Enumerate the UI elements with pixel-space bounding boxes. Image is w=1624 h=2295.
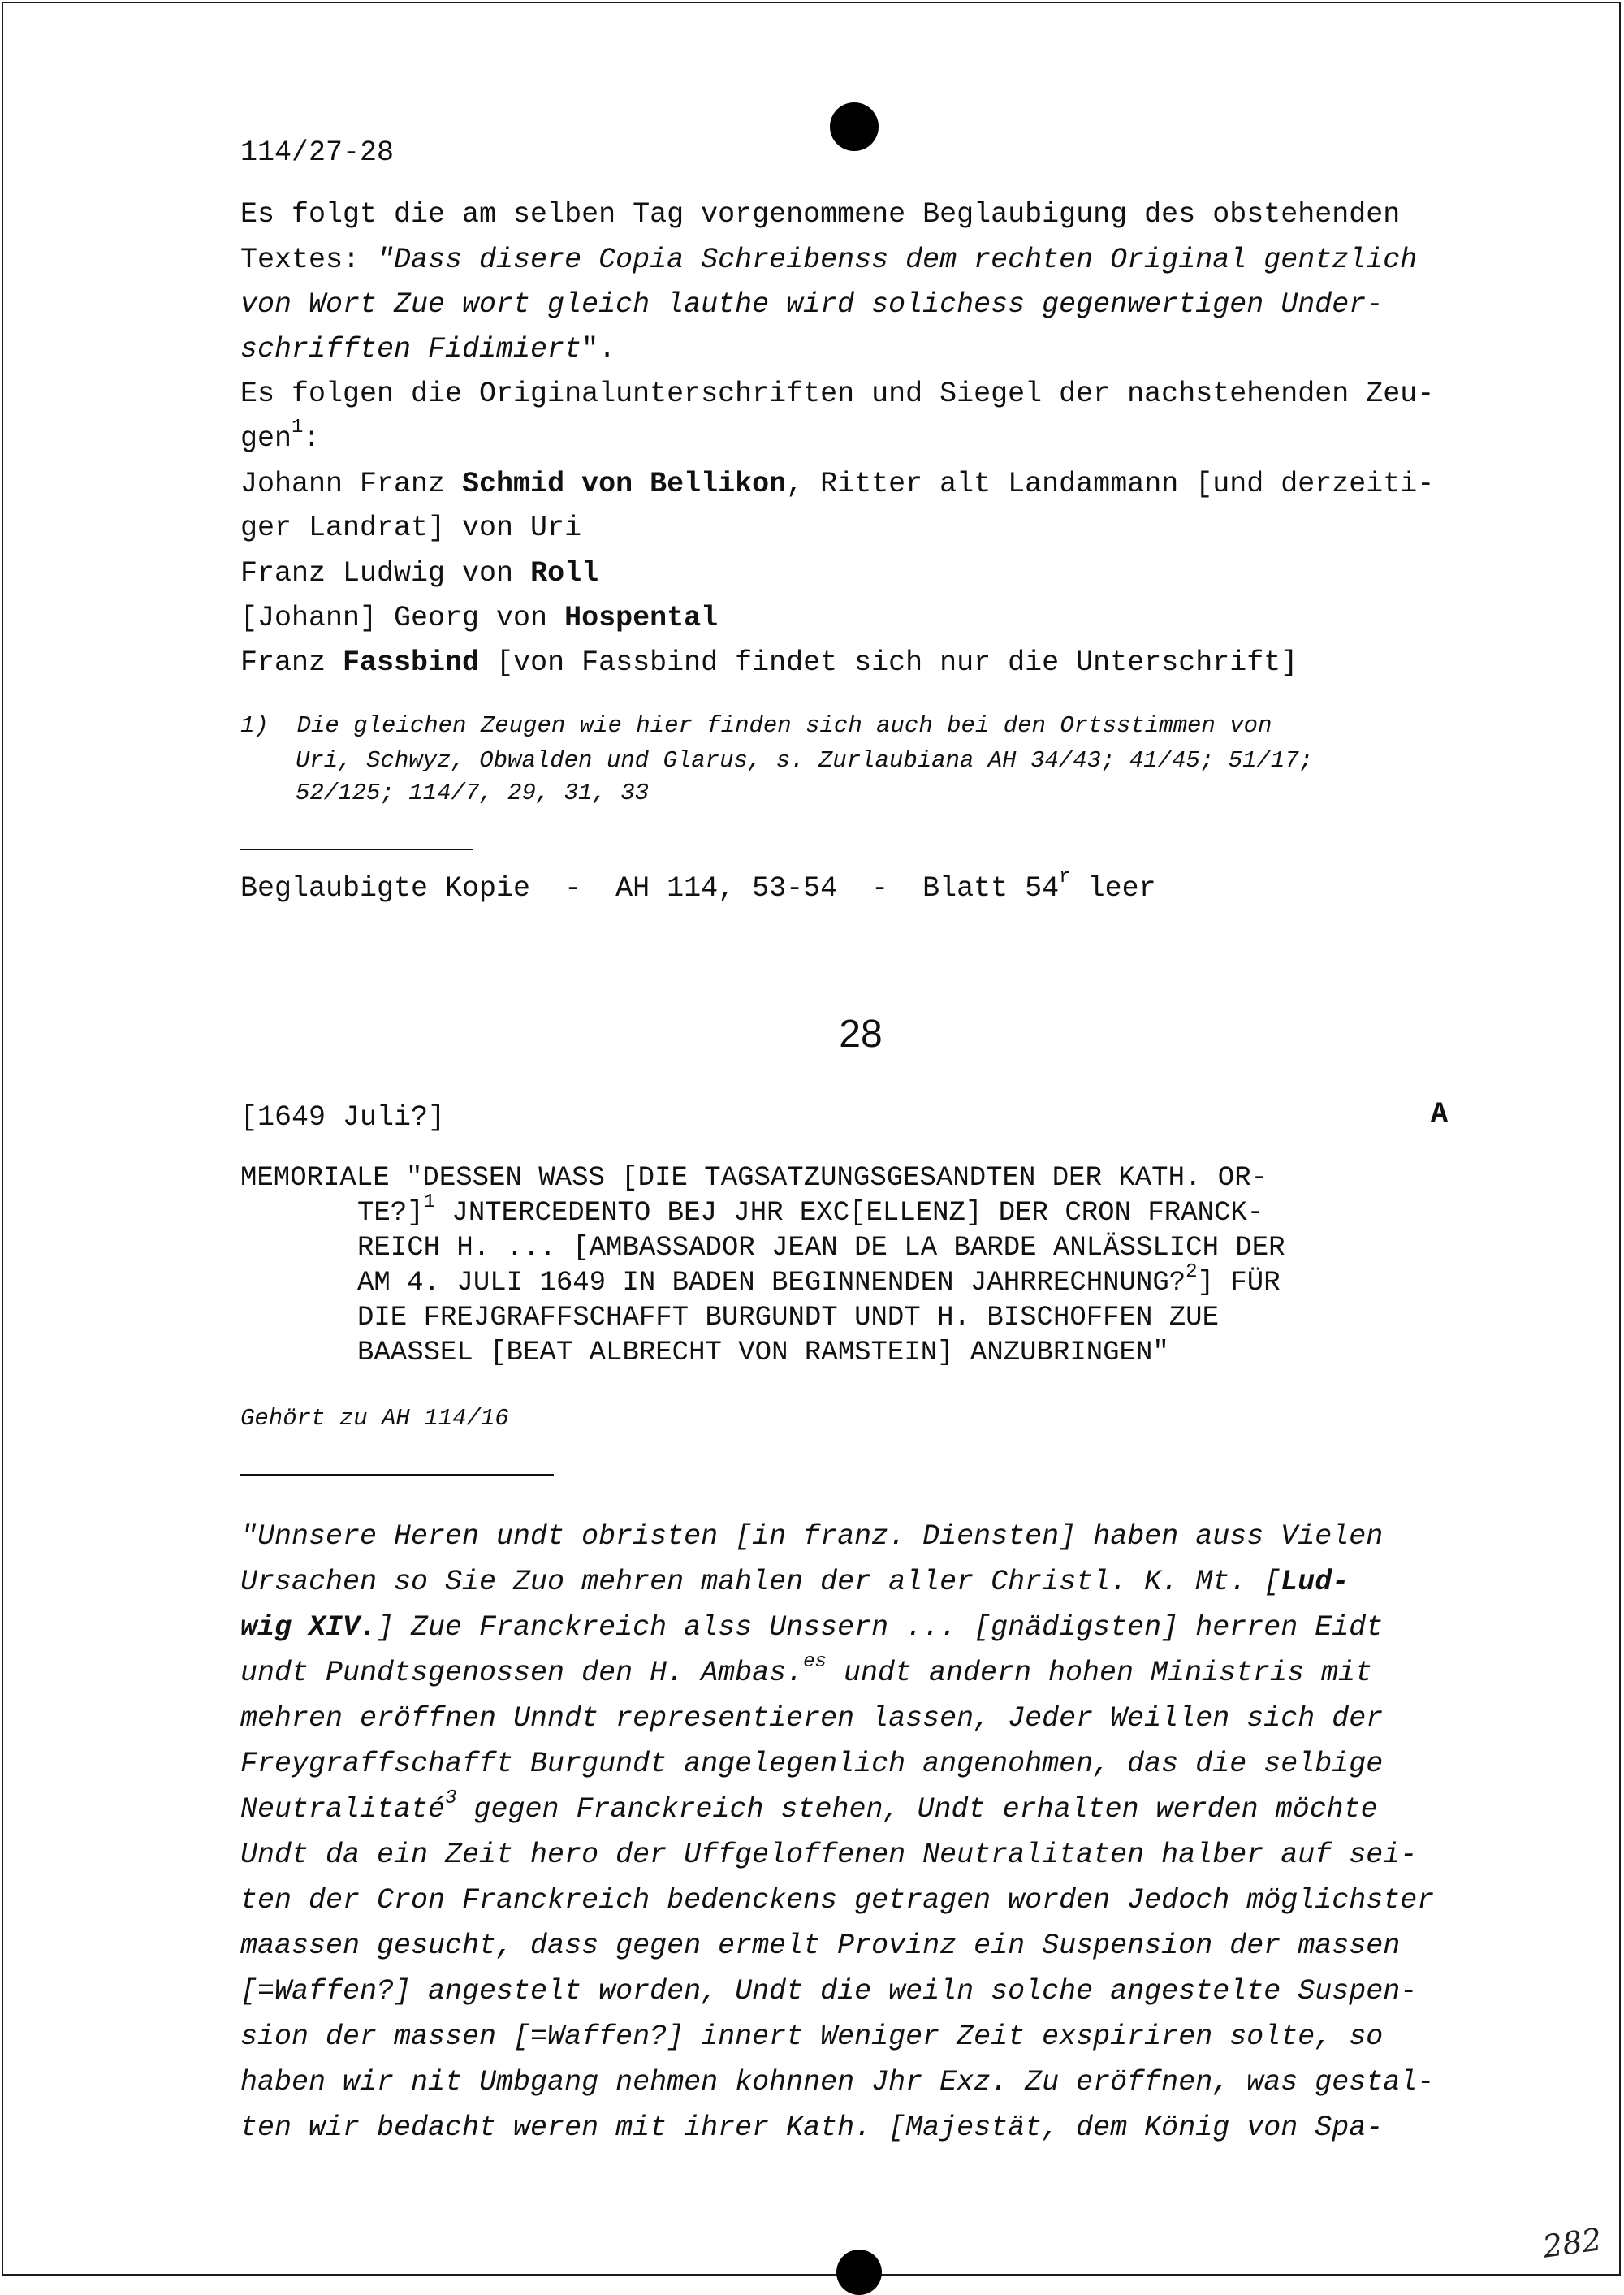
title-line: REICH H. ... [AMBASSADOR JEAN DE LA BARDE ANLÄSSLICH DER [357,1233,1285,1264]
body-line: ten wir bedacht weren mit ihrer Kath. [Majestät, dem König von Spa- [240,2111,1384,2144]
belongs-to-note: Gehört zu AH 114/16 [240,1405,509,1432]
body-line: Ursachen so Sie Zuo mehren mahlen der aller Christl. K. Mt. [Lud- [240,1566,1350,1598]
punch-hole-bottom [836,2250,882,2295]
punch-hole-top [830,102,879,151]
title-line: TE?]$^1$ JNTERCEDENTO BEJ JHR EXC[ELLENZ] DER CRON FRANCK- [357,1191,1264,1229]
text-line: schrifften Fidimiert". [240,333,616,365]
title-line: DIE FREJGRAFFSCHAFFT BURGUNDT UNDT H. BISCHOFFEN ZUE [357,1303,1219,1333]
body-line: mehren eröffnen Unndt representieren lassen, Jeder Weillen sich der [240,1702,1384,1735]
body-line: Undt da ein Zeit hero der Uffgeloffenen Neutralitaten halber auf sei- [240,1839,1418,1871]
document-date: [1649 Juli?] [240,1101,446,1134]
text-line: von Wort Zue wort gleich lauthe wird solichess gegenwertigen Under- [240,288,1384,321]
source-line: Beglaubigte Kopie - AH 114, 53-54 - Blatt 54$^r$ leer [240,867,1156,905]
body-line: wig XIV.] Zue Franckreich alss Unssern ... [gnädigsten] herren Eidt [240,1611,1384,1644]
body-line: Neutralitaté$^3$ gegen Franckreich stehen, Undt erhalten werden möchte [240,1787,1378,1826]
body-line: haben wir nit Umbgang nehmen kohnnen Jhr Exz. Zu eröffnen, was gestal- [240,2066,1435,2098]
witness-line: [Johann] Georg von Hospental [240,602,719,634]
footnote-line: 1) Die gleichen Zeugen wie hier finden sich auch bei den Ortsstimmen von [240,712,1272,739]
witness-line: Franz Ludwig von Roll [240,557,599,590]
document-tag: A [1431,1098,1449,1130]
body-line: "Unnsere Heren undt obristen [in franz. Diensten] haben auss Vielen [240,1520,1384,1553]
separator-rule [240,849,473,850]
body-line: ten der Cron Franckreich bedenckens getragen worden Jedoch möglichster [240,1884,1435,1917]
footnote-line: 52/125; 114/7, 29, 31, 33 [296,780,650,806]
witness-line: ger Landrat] von Uri [240,512,582,544]
separator-rule [240,1474,554,1476]
text-line: Es folgen die Originalunterschriften und Siegel der nachstehenden Zeu- [240,378,1435,410]
title-line: AM 4. JULI 1649 IN BADEN BEGINNENDEN JAHRRECHNUNG?$^2$] FÜR [357,1260,1281,1299]
body-line: maassen gesucht, dass gegen ermelt Provinz ein Suspension der massen [240,1930,1401,1962]
handwritten-page-number: 282 [1540,2221,1605,2265]
body-line: undt Pundtsgenossen den H. Ambas.$^{es}$ undt andern hohen Ministris mit [240,1651,1373,1689]
text-line: Es folgt die am selben Tag vorgenommene Beglaubigung des obstehenden [240,198,1401,231]
document-reference: 114/27-28 [240,136,395,169]
witness-line: Franz Fassbind [von Fassbind findet sich nur die Unterschrift] [240,646,1298,679]
footnote-line: Uri, Schwyz, Obwalden und Glarus, s. Zurlaubiana AH 34/43; 41/45; 51/17; [296,747,1314,774]
title-line: MEMORIALE "DESSEN WASS [DIE TAGSATZUNGSGESANDTEN DER KATH. OR- [240,1163,1268,1194]
document-number: 28 [839,1013,883,1056]
body-line: sion der massen [=Waffen?] innert Weniger Zeit exspiriren solte, so [240,2021,1384,2053]
text-line: gen$^1$: [240,417,321,455]
text-line: Textes: "Dass disere Copia Schreibenss dem rechten Original gentzlich [240,244,1418,276]
body-line: Freygraffschafft Burgundt angelegenlich angenohmen, das die selbige [240,1748,1384,1780]
witness-line: Johann Franz Schmid von Bellikon, Ritter alt Landammann [und derzeiti- [240,468,1435,500]
title-line: BAASSEL [BEAT ALBRECHT VON RAMSTEIN] ANZUBRINGEN" [357,1338,1169,1368]
body-line: [=Waffen?] angestelt worden, Undt die weiln solche angestelte Suspen- [240,1975,1418,2008]
